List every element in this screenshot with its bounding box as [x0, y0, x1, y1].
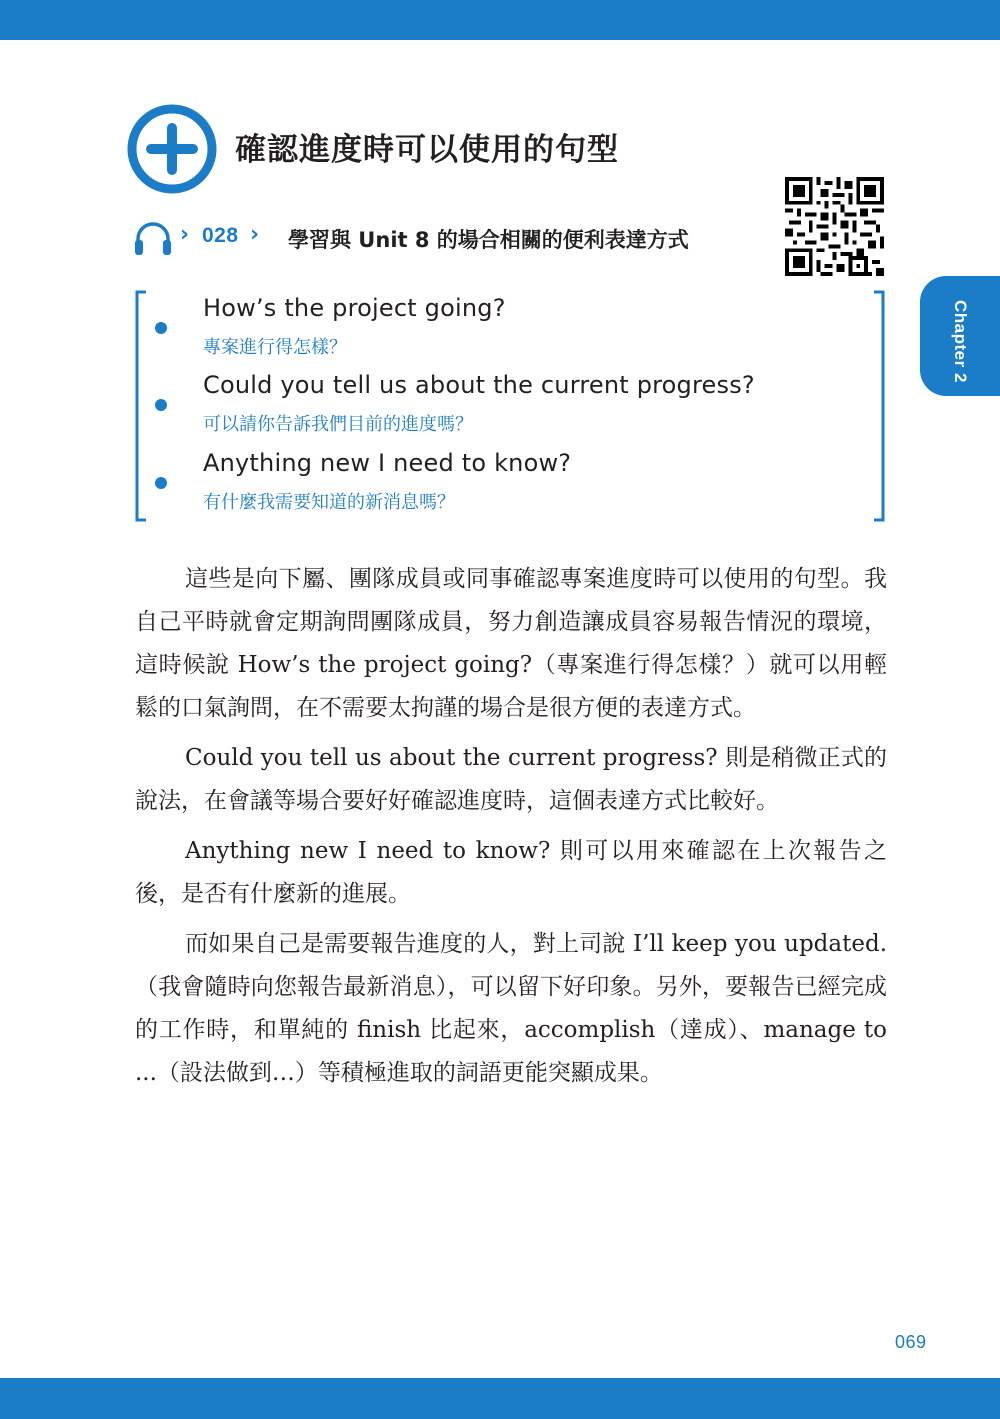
bottom-color-bar — [0, 1378, 1000, 1419]
chapter-label: Chapter 2 — [951, 300, 970, 383]
phrase-chinese: 專案進行得怎樣？ — [203, 337, 347, 358]
audio-track-number: 028 — [202, 224, 239, 247]
top-color-bar — [0, 0, 1000, 40]
body-paragraph: 這些是向下屬、團隊成員或同事確認專案進度時可以使用的句型。我自己平時就會定期詢問團隊成員，努力創造讓成員容易報告情況的環境，這時候說 How’s the project going?（專案進行得怎樣？）就可以用輕鬆的口氣詢問，在不需要太拘謹的場合是很方便的表達方式。 — [135, 566, 887, 721]
phrase-item — [134, 371, 834, 437]
phrase-english: How’s the project going? — [203, 294, 506, 322]
chapter-side-tab — [920, 276, 1000, 396]
phrase-item — [134, 294, 834, 360]
audio-caption: 學習與 Unit 8 的場合相關的便利表達方式 — [288, 228, 689, 252]
body-paragraph: Anything new I need to know? 則可以用來確認在上次報告之後，是否有什麼新的進展。 — [135, 838, 887, 907]
body-paragraph: 而如果自己是需要報告進度的人，對上司說 I’ll keep you updated.（我會隨時向您報告最新消息），可以留下好印象。另外，要報告已經完成的工作時，和單純的 finish 比起來，accomplish（達成）、manage to ...（設法做到…）等積極進取的詞語更能突顯成果。 — [135, 931, 887, 1086]
bracket-right — [872, 290, 886, 522]
phrase-chinese: 可以請你告訴我們目前的進度嗎？ — [203, 414, 473, 435]
key-phrases-box — [134, 290, 886, 522]
phrase-english: Anything new I need to know? — [203, 449, 572, 477]
chevron-right-icon: › — [250, 222, 260, 247]
bullet-icon — [155, 399, 167, 411]
phrase-english: Could you tell us about the current progress? — [203, 371, 755, 399]
body-text — [135, 558, 887, 1102]
section-title: 確認進度時可以使用的句型 — [235, 132, 619, 168]
plus-circle-icon — [127, 104, 217, 194]
bullet-icon — [155, 477, 167, 489]
qr-code-icon[interactable] — [785, 177, 884, 276]
phrase-chinese: 有什麼我需要知道的新消息嗎？ — [203, 492, 455, 513]
headphones-icon[interactable] — [134, 220, 172, 256]
bullet-icon — [155, 322, 167, 334]
chevron-right-icon: › — [180, 222, 190, 247]
page-number: 069 — [895, 1332, 927, 1352]
audio-track-row[interactable] — [134, 218, 774, 258]
body-paragraph: Could you tell us about the current progress? 則是稍微正式的說法，在會議等場合要好好確認進度時，這個表達方式比較好。 — [135, 745, 887, 814]
phrase-item — [134, 449, 834, 515]
